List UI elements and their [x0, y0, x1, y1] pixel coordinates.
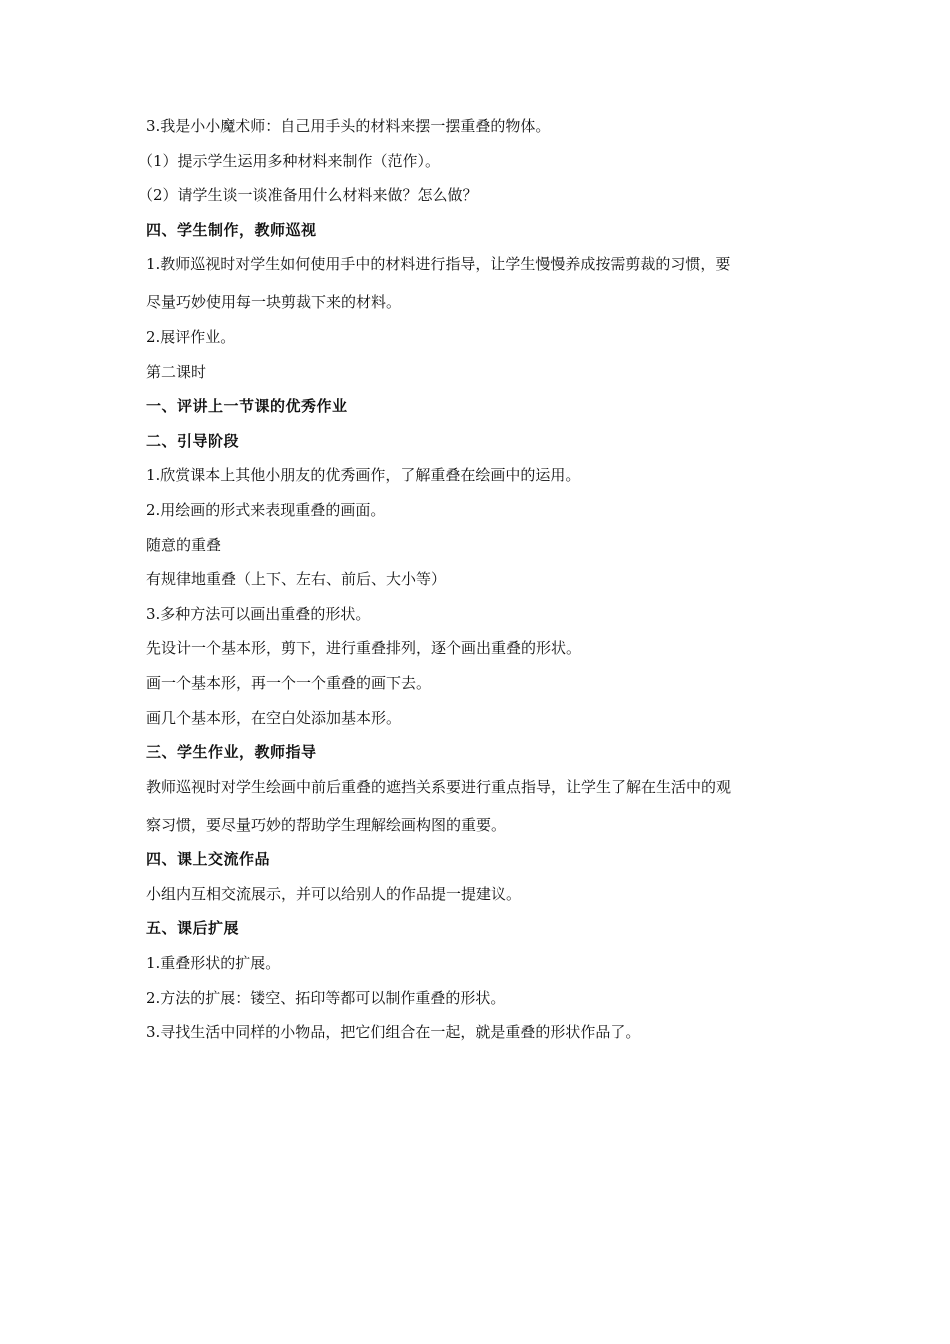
text-line: 随意的重叠: [146, 535, 222, 554]
text-line: 3.多种方法可以画出重叠的形状。: [146, 604, 371, 623]
text-line: 画一个基本形，再一个一个重叠的画下去。: [146, 673, 432, 692]
text-line: 2.用绘画的形式来表现重叠的画面。: [146, 500, 386, 519]
text-line: 1.重叠形状的扩展。: [146, 954, 281, 973]
text-line: 有规律地重叠（上下、左右、前后、大小等）: [146, 570, 447, 589]
section-heading: 三、学生作业，教师指导: [146, 743, 317, 762]
text-line: （2）请学生谈一谈准备用什么材料来做？怎么做？: [138, 186, 478, 205]
section-heading: 五、课后扩展: [146, 919, 240, 938]
text-line: 画几个基本形，在空白处添加基本形。: [146, 708, 402, 727]
text-line: 先设计一个基本形，剪下，进行重叠排列，逐个画出重叠的形状。: [146, 639, 582, 658]
text-line: 第二课时: [146, 362, 207, 381]
text-line: 教师巡视时对学生绘画中前后重叠的遮挡关系要进行重点指导，让学生了解在生活中的观: [146, 777, 732, 796]
text-line: 2.方法的扩展：镂空、拓印等都可以制作重叠的形状。: [146, 988, 506, 1007]
section-heading: 二、引导阶段: [146, 431, 240, 450]
text-line: 3.我是小小魔术师：自己用手头的材料来摆一摆重叠的物体。: [146, 117, 551, 135]
text-line: （1）提示学生运用多种材料来制作（范作）。: [138, 151, 441, 170]
section-heading: 一、评讲上一节课的优秀作业: [146, 397, 348, 416]
document-body: [138, 116, 816, 1057]
section-heading: 四、学生制作，教师巡视: [146, 220, 317, 239]
section-heading: 四、课上交流作品: [146, 850, 271, 869]
text-line: 小组内互相交流展示，并可以给别人的作品提一提建议。: [146, 884, 522, 903]
text-line: 尽量巧妙使用每一块剪裁下来的材料。: [146, 293, 402, 312]
text-line: 1.欣赏课本上其他小朋友的优秀画作，了解重叠在绘画中的运用。: [146, 466, 581, 485]
text-line: 2.展评作业。: [146, 327, 236, 346]
text-line: 察习惯，要尽量巧妙的帮助学生理解绘画构图的重要。: [146, 815, 507, 834]
text-line: 1.教师巡视时对学生如何使用手中的材料进行指导，让学生慢慢养成按需剪裁的习惯，要: [146, 255, 731, 274]
text-line: 3.寻找生活中同样的小物品，把它们组合在一起，就是重叠的形状作品了。: [146, 1023, 641, 1042]
